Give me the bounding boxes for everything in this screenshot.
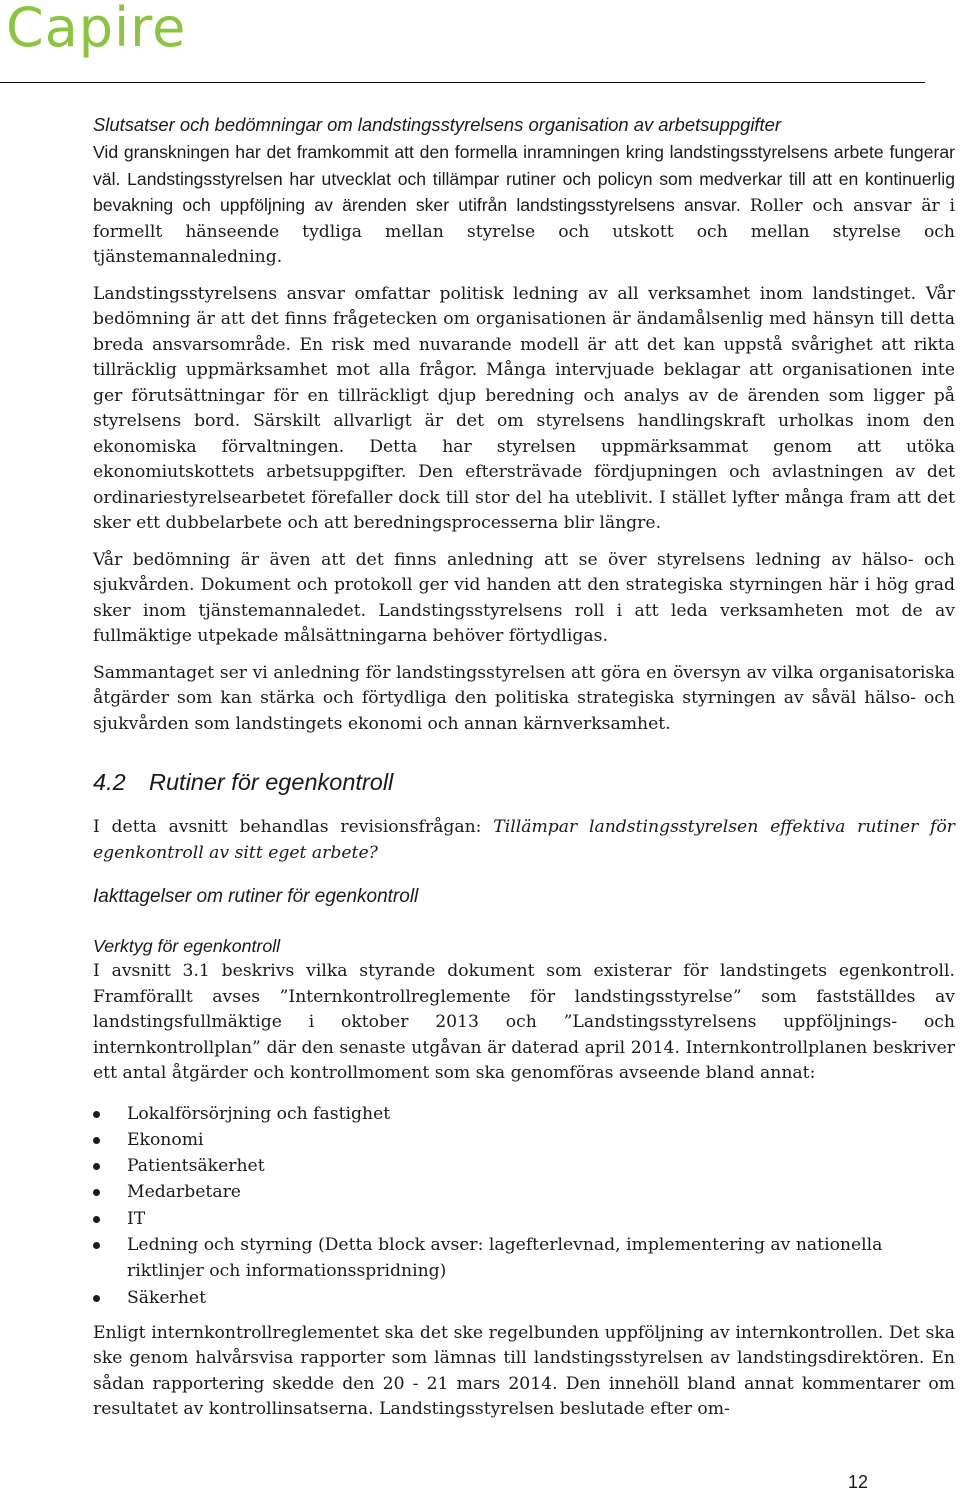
bullet-icon [93,1295,100,1302]
observations-heading: Iakttagelser om rutiner för egenkontroll [93,886,419,907]
revision-question: Tillämpar landstingsstyrelsen effektiva rutiner för egenkontroll av sitt eget arbete? [93,817,955,863]
list-item [93,1179,955,1205]
paragraph-1 [93,140,955,271]
paragraph-2: Landstingsstyrelsens ansvar omfattar politisk ledning av all verksamhet inom landstinget. Vår bedömning är att det finns frågetecken om organisationen är ändamålsenlig med hänsyn till detta breda ansvarsområde. En risk med nuvarande modell är att det kan uppstå svårighet att rikta tillräcklig uppmärksamhet mot alla frågor. Många intervjuade beklagar att organisationen inte ger förutsättningar för en tillräckligt djup beredning och analys av de ärenden som ligger på styrelsens bord. Särskilt allvarligt är det om styrelsens handlingskraft urholkas inom den ekonomiska förvaltningen. Detta har styrelsen uppmärksammat genom att utöka ekonomiutskottets arbetsuppgifter. Den eftersträvade fördjupningen och avlastningen av det ordinariestyrelsearbetet förefaller dock till stor del ha uteblivit. I stället lyfter många fram att det sker ett dubbelarbete och att beredningsprocesserna blir längre. [93,283,955,533]
bullet-icon [93,1111,100,1118]
page-header [0,0,960,84]
paragraph-1-part-2: Landstingsstyrelsen har utvecklat och tillämpar rutiner och policyn som medverkar till att en kontinuerlig bevakning och uppföljning av ärenden sker utifrån landstingsstyrelsens ansvar. [93,168,955,215]
paragraph-4: Sammantaget ser vi anledning för landstingsstyrelsen att göra en översyn av vilka organisatoriska åtgärder som kan stärka och förtydliga den politiska strategiska styrningen av såväl hälso- och sjukvården som landstingets ekonomi och annan kärnverksamhet. [93,662,955,734]
section-title: Rutiner för egenkontroll [149,769,394,795]
bullet-icon [93,1163,100,1170]
bullet-icon [93,1189,100,1196]
section-heading [93,767,955,797]
document-body [93,110,955,1434]
paragraph-1-part-1: Vid granskningen har det framkommit att den formella inramningen kring landstingsstyrelsens arbete fungerar väl. [93,142,955,189]
list-item [93,1285,955,1311]
list-item [93,1206,955,1232]
paragraph-5: I avsnitt 3.1 beskrivs vilka styrande dokument som existerar för landstingets egenkontroll. Framförallt avses ”Internkontrollreglemente för landstingsstyrelse” som fastställdes av landstingsfullmäktige i oktober 2013 och ”Landstingsstyrelsens uppföljnings- och internkontrollplan” där den senaste utgåvan är daterad april 2014. Internkontrollplanen beskriver ett antal åtgärder och kontrollmoment som ska genomföras avseende bland annat: [93,961,955,1083]
section-number: 4.2 [93,769,126,795]
list-item-text: Säkerhet [127,1287,206,1308]
paragraph-6: Enligt internkontrollreglementet ska det ske regelbunden uppföljning av internkontrollen. Det ska ske genom halvårsvisa rapporter som lämnas till landstingsstyrelsen av landstingsdirektören. En sådan rapportering skedde den 20 - 21 mars 2014. Den innehöll bland annat kommentarer om resultatet av kontrollinsatserna. Landstingsstyrelsen beslutade efter om- [93,1322,955,1420]
header-divider [0,82,925,83]
list-item-text: Ekonomi [127,1129,204,1150]
bullet-icon [93,1216,100,1223]
page-number: 12 [848,1472,869,1492]
list-item-text: IT [127,1208,146,1229]
control-areas-list [93,1101,955,1311]
list-item [93,1101,955,1127]
section-intro-text: I detta avsnitt behandlas revisionsfrågan: [93,817,494,837]
paragraph-1-part-3: Roller och ansvar är i formellt hänseende tydliga mellan styrelse och utskott och mellan styrelse och tjänstemannaledning. [93,196,956,267]
list-item [93,1153,955,1179]
list-item-text: Ledning och styrning (Detta block avser: lagefterlevnad, implementering av nationella riktlinjer och informationsspridning) [127,1234,883,1282]
tools-heading: Verktyg för egenkontroll [93,936,281,956]
list-item-text: Medarbetare [127,1182,241,1203]
section-intro [93,815,955,866]
bullet-icon [93,1242,100,1249]
paragraph-3: Vår bedömning är även att det finns anledning att se över styrelsens ledning av hälso- och sjukvården. Dokument och protokoll ger vid handen att den strategiska styrningen här i hög grad sker inom tjänstemannaledet. Landstingsstyrelsens roll i att leda verksamheten mot de av fullmäktige utpekade målsättningarna behöver förtydligas. [93,549,955,646]
list-item [93,1232,955,1285]
list-item [93,1127,955,1153]
capire-logo: Capire [6,0,187,59]
list-item-text: Lokalförsörjning och fastighet [127,1103,391,1124]
bullet-icon [93,1137,100,1144]
conclusions-heading: Slutsatser och bedömningar om landstingsstyrelsens organisation av arbetsuppgifter [93,114,781,135]
list-item-text: Patientsäkerhet [127,1156,265,1177]
